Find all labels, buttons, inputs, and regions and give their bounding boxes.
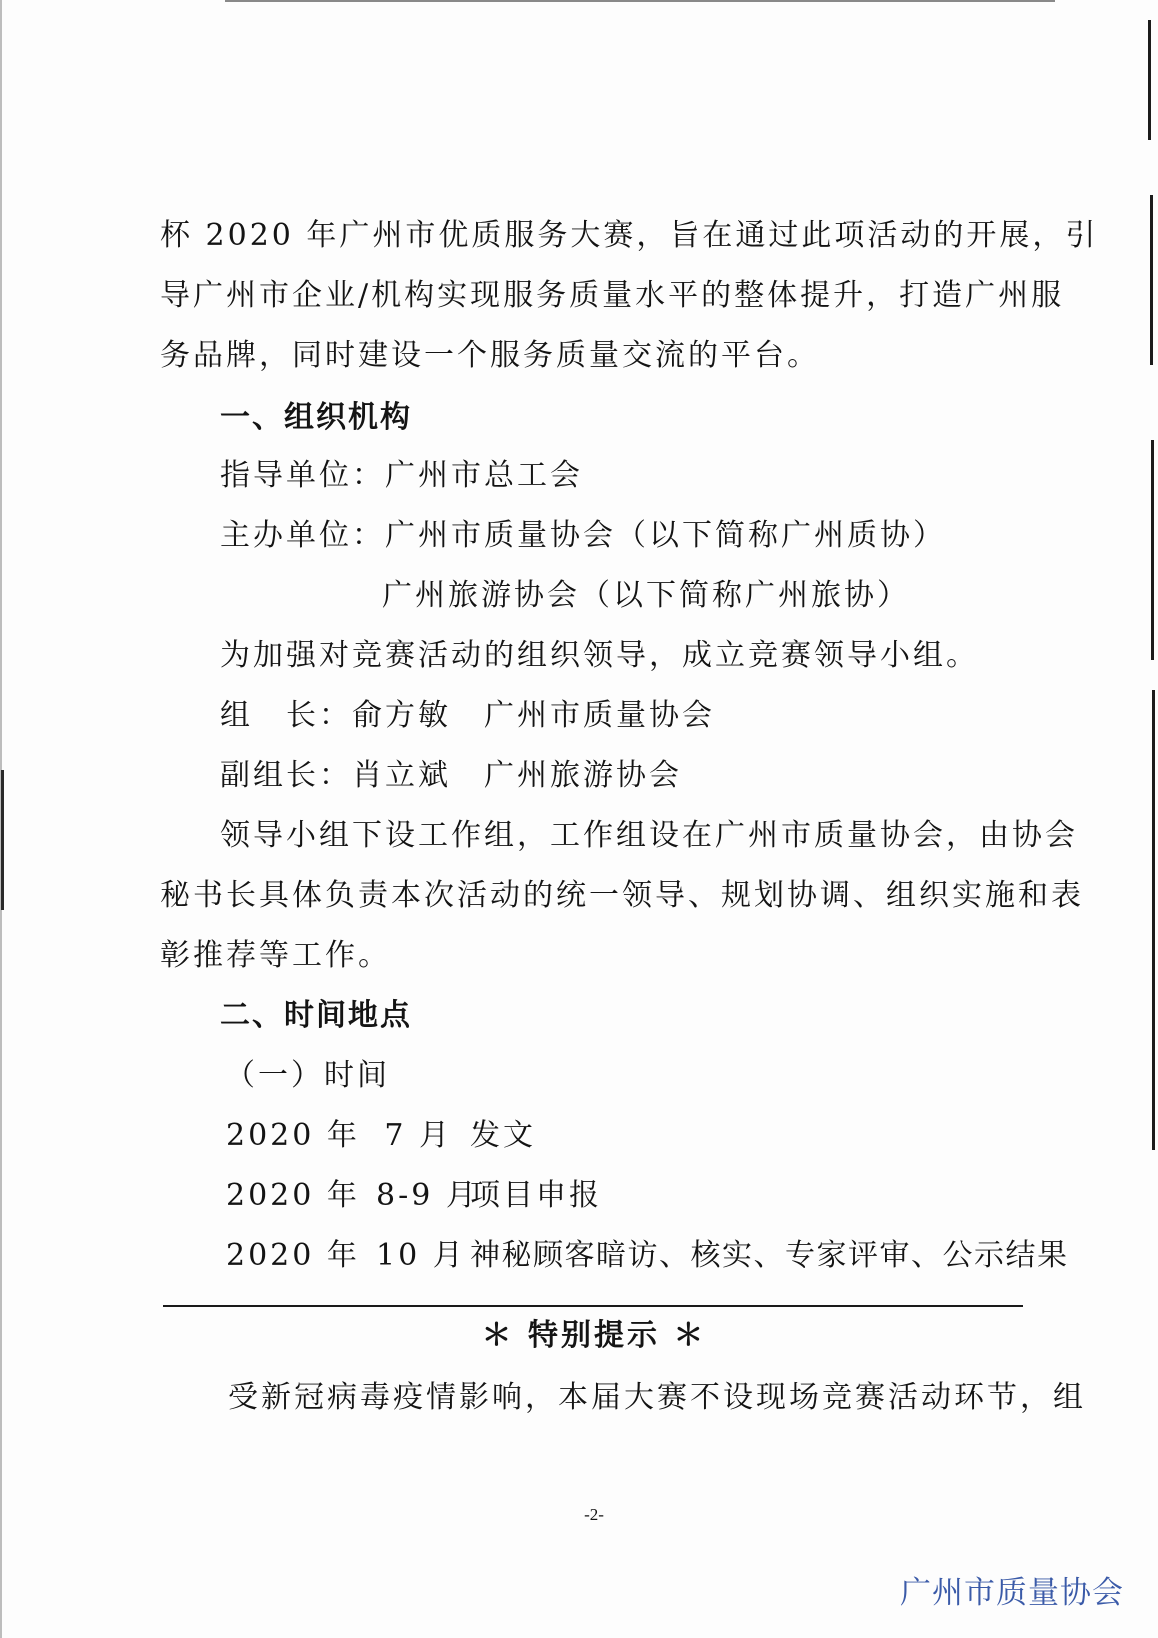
scan-edge-right-mark (1151, 440, 1154, 660)
group-leader: 组 长：俞方敏 广州市质量协会 (220, 698, 715, 733)
work-group-line: 秘书长具体负责本次活动的统一领导、规划协调、组织实施和表 (160, 878, 1084, 913)
schedule-month: 10 月 (376, 1238, 466, 1273)
association-watermark: 广州市质量协会 (900, 1575, 1124, 1611)
sub-heading-time: （一）时间 (225, 1058, 390, 1093)
leadership-intro: 为加强对竞赛活动的组织领导，成立竞赛领导小组。 (220, 638, 979, 673)
schedule-month: 7 月 (384, 1118, 452, 1153)
host-unit: 主办单位：广州市质量协会（以下简称广州质协） (220, 518, 946, 553)
scan-edge-right-mark (1150, 195, 1153, 365)
intro-line: 杯 2020 年广州市优质服务大赛，旨在通过此项活动的开展，引 (160, 218, 1099, 253)
schedule-year: 2020 年 (226, 1118, 360, 1153)
scan-edge-top (225, 0, 1055, 2)
schedule-year: 2020 年 (226, 1238, 360, 1273)
schedule-task: 发文 (470, 1118, 536, 1153)
section-heading-time-place: 二、时间地点 (220, 998, 412, 1033)
work-group-line: 彰推荐等工作。 (160, 938, 391, 973)
scan-edge-right-mark (1152, 690, 1155, 1150)
scan-edge-right-mark (1148, 20, 1151, 140)
schedule-row (226, 1236, 1069, 1276)
intro-line: 务品牌，同时建设一个服务质量交流的平台。 (160, 338, 820, 373)
host-unit-second: 广州旅游协会（以下简称广州旅协） (382, 578, 910, 613)
scan-edge-left-mark (1, 770, 4, 910)
intro-line: 导广州市企业/机构实现服务质量水平的整体提升，打造广州服 (160, 278, 1065, 313)
guide-unit: 指导单位：广州市总工会 (220, 458, 583, 493)
page-number: -2- (584, 1505, 604, 1524)
deputy-group-leader: 副组长：肖立斌 广州旅游协会 (220, 758, 682, 793)
special-notice-title: ＊ 特别提示 ＊ (481, 1318, 707, 1353)
notice-divider (163, 1305, 1023, 1307)
schedule-year: 2020 年 (226, 1178, 360, 1213)
section-heading-organization: 一、组织机构 (220, 400, 412, 435)
schedule-task: 神秘顾客暗访、核实、专家评审、公示结果 (470, 1238, 1069, 1273)
special-notice-text: 受新冠病毒疫情影响，本届大赛不设现场竞赛活动环节，组 (228, 1380, 1086, 1415)
work-group-line: 领导小组下设工作组，工作组设在广州市质量协会，由协会 (220, 818, 1078, 853)
schedule-task: 项目申报 (470, 1178, 602, 1213)
schedule-month: 8-9 月 (376, 1178, 479, 1213)
schedule-row (226, 1116, 536, 1156)
schedule-row (226, 1176, 602, 1216)
